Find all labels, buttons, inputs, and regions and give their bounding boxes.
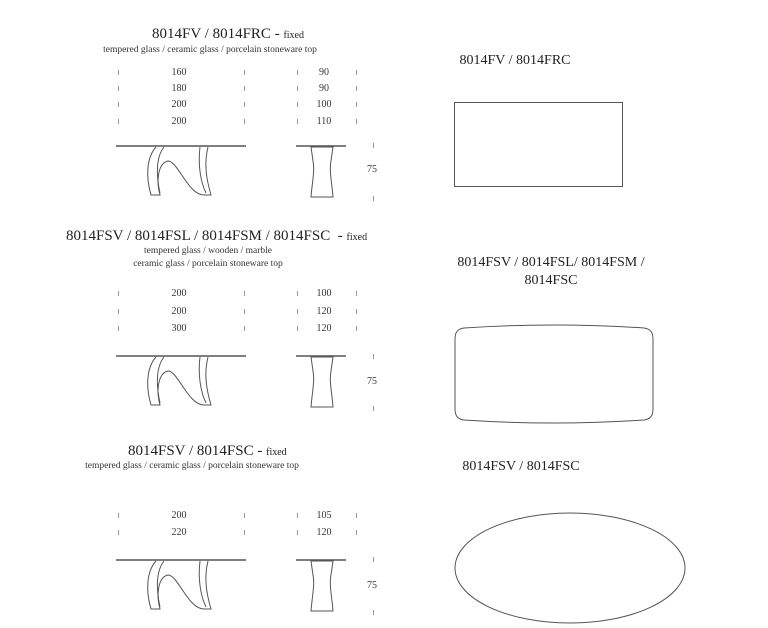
section-2-width-1: 100 [316, 288, 332, 299]
section-1-length-3: 200 [171, 99, 187, 110]
section-2-top-view-rounded-rectangle [454, 326, 654, 422]
section-1-length-4: 200 [171, 116, 187, 127]
section-3-width-2: 120 [316, 527, 332, 538]
section-1-model-codes: 8014FV / 8014FRC [152, 26, 271, 42]
section-1-front-view [116, 143, 246, 203]
section-1-width-2: 90 [319, 83, 329, 94]
section-2-material-line-1: tempered glass / wooden / marble [144, 246, 272, 256]
section-3-length-1: 200 [171, 510, 187, 521]
section-3-material-line-1: tempered glass / ceramic glass / porcelain stoneware top [85, 461, 299, 471]
section-1-width-3: 100 [316, 99, 332, 110]
section-2-height: 75 [367, 376, 377, 387]
section-1-side-view [296, 143, 346, 203]
section-1-top-label-line-1: 8014FV / 8014FRC [459, 53, 571, 68]
section-1-material-line-1: tempered glass / ceramic glass / porcelain stoneware top [103, 45, 317, 55]
section-2-top-label-line-1: 8014FSV / 8014FSL/ 8014FSM / [457, 255, 645, 270]
section-2-top-label [436, 254, 666, 290]
section-3-fixed-tag: fixed [266, 447, 287, 458]
section-2-width-3: 120 [316, 323, 332, 334]
section-3-top-label [436, 458, 606, 476]
section-2-model-codes: 8014FSV / 8014FSL / 8014FSM / 8014FSC [66, 228, 331, 244]
section-1-width-1: 90 [319, 67, 329, 78]
serpentine-base-icon [148, 357, 211, 405]
section-2-fixed-tag: fixed [346, 232, 368, 243]
section-1-top-view-rectangle [454, 102, 624, 188]
section-2-title: 8014FSV / 8014FSL / 8014FSM / 8014FSC - fixed [66, 228, 368, 244]
section-2-material [100, 245, 316, 271]
section-3-length-2: 220 [171, 527, 187, 538]
column-base-icon [311, 357, 333, 407]
section-3-top-label-line-1: 8014FSV / 8014FSC [462, 459, 580, 474]
section-2-length-3: 300 [171, 323, 187, 334]
section-3-side-view [296, 557, 346, 617]
section-1-title: 8014FV / 8014FRC - fixed [152, 26, 304, 42]
column-base-icon [311, 147, 333, 197]
section-3-material [64, 460, 320, 473]
section-2-side-view [296, 353, 346, 413]
section-3-top-view-ellipse [454, 512, 686, 628]
section-1-length-1: 160 [171, 67, 187, 78]
section-3-width-1: 105 [316, 510, 332, 521]
section-3-title: 8014FSV / 8014FSC - fixed [128, 443, 287, 459]
serpentine-base-icon [148, 561, 211, 609]
section-1-height: 75 [367, 164, 377, 175]
section-2-front-view [116, 353, 246, 413]
section-1-fixed-tag: fixed [283, 30, 304, 41]
section-1-material [82, 44, 338, 57]
serpentine-base-icon [148, 147, 211, 195]
section-2-top-label-line-2: 8014FSC [524, 273, 578, 288]
section-3-model-codes: 8014FSV / 8014FSC [128, 443, 254, 459]
section-3-height: 75 [367, 580, 377, 591]
section-2-material-line-2: ceramic glass / porcelain stoneware top [133, 259, 283, 269]
section-1-width-4: 110 [316, 116, 332, 127]
section-2-width-2: 120 [316, 306, 332, 317]
section-2-length-1: 200 [171, 288, 187, 299]
section-1-top-label [430, 52, 600, 70]
section-2-length-2: 200 [171, 306, 187, 317]
section-1-length-2: 180 [171, 83, 187, 94]
column-base-icon [311, 561, 333, 611]
section-3-front-view [116, 557, 246, 617]
